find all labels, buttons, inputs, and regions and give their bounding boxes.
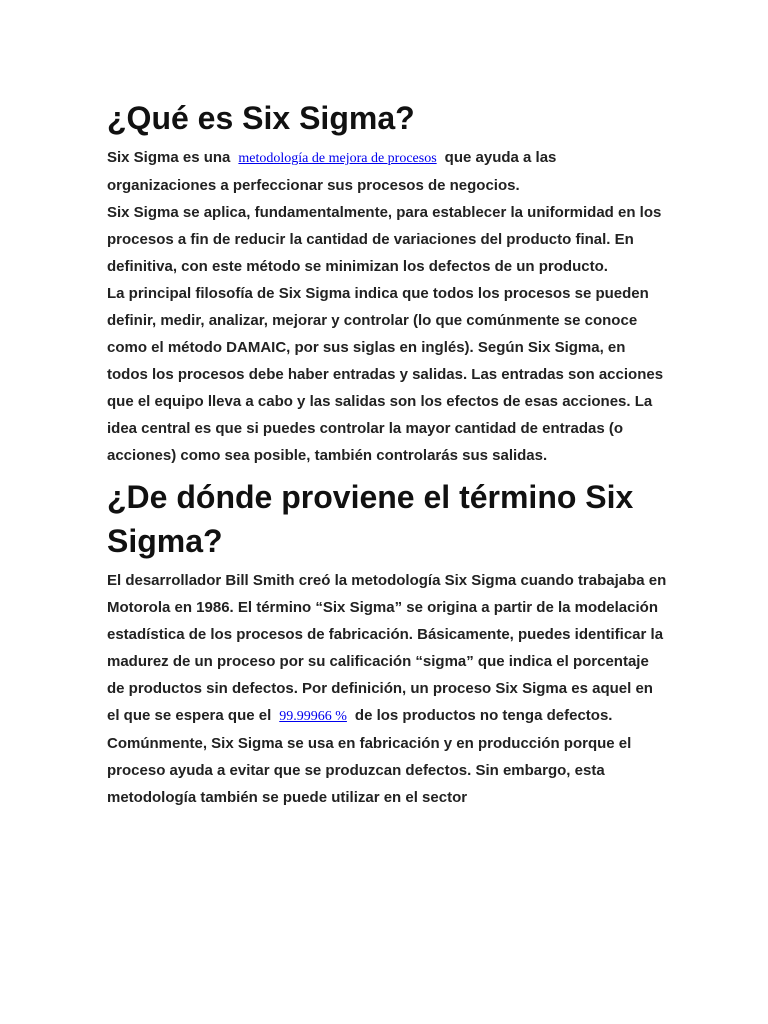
link-process-improvement-methodology[interactable]: metodología de mejora de procesos [238, 151, 437, 166]
paragraph-philosophy: La principal filosofía de Six Sigma indica que todos los procesos se pueden definir, medir, analizar, mejorar y controlar (lo que comúnmente se conoce como el método DAMAIC, por sus siglas en inglés). Según Six Sigma, en todos los procesos debe haber entradas y salidas. Las entradas son acciones que el equipo lleva a cabo y las salidas son los efectos de esas acciones. La idea central es que si puedes controlar la mayor cantidad de entradas (o acciones) como sea posible, también controlarás sus salidas. [107, 285, 664, 464]
paragraph-text: El desarrollador Bill Smith creó la metodología Six Sigma cuando trabajaba en Motorola en 1986. El término “Six Sigma” se origina a partir de la modelación estadística de los procesos de fabricación. Básicamente, puedes identificar la madurez de un proceso por su calificación “sigma” que indica el porcentaje de productos sin defectos. Por definición, un proceso Six Sigma es aquel en el que se espera que el [107, 572, 667, 724]
paragraph-application: Six Sigma se aplica, fundamentalmente, para establecer la uniformidad en los procesos a fin de reducir la cantidad de variaciones del producto final. En definitiva, con este método se minimizan los defectos de un producto. [107, 204, 662, 275]
paragraph-definition [107, 144, 667, 199]
paragraph-usage: Comúnmente, Six Sigma se usa en fabricación y en producción porque el proceso ayuda a evitar que se produzcan defectos. Sin embargo, esta metodología también se puede utilizar en el sector [107, 735, 632, 806]
paragraph-text: de los productos no tenga defectos. [354, 707, 613, 724]
article-body [107, 90, 667, 811]
heading-what-is-six-sigma: ¿Qué es Six Sigma? [107, 100, 415, 136]
heading-term-origin: ¿De dónde proviene el término Six Sigma? [107, 479, 634, 559]
paragraph-origin [107, 567, 667, 730]
paragraph-text: Six Sigma es una [107, 149, 231, 166]
link-percentage[interactable]: 99.99966 % [279, 709, 347, 724]
paragraph-text: que ayuda a las organizaciones a perfeccionar sus procesos de negocios. [107, 149, 557, 194]
